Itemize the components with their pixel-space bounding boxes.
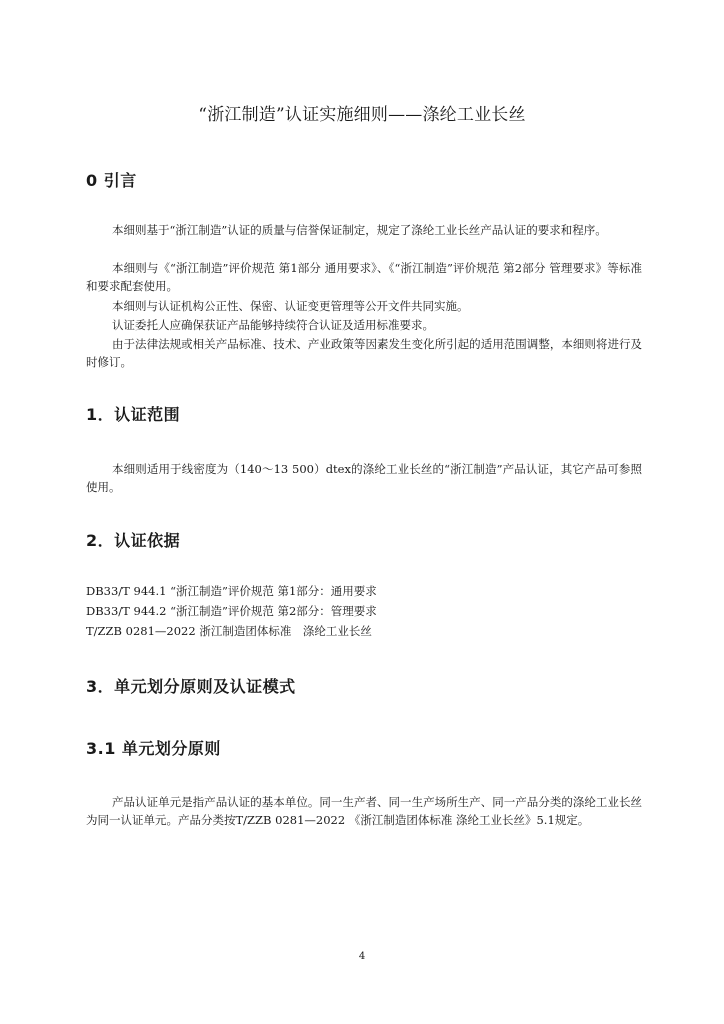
basis-reference-1: DB33/T 944.1 “浙江制造”评价规范 第1部分：通用要求 [86, 584, 377, 598]
intro-paragraph-5: 由于法律法规或相关产品标准、技术、产业政策等因素发生变化所引起的适用范围调整，本细则将进行及时修订。 [86, 337, 642, 369]
scope-paragraph-1: 本细则适用于线密度为（140～13 500）dtex的涤纶工业长丝的“浙江制造”产品认证，其它产品可参照使用。 [86, 462, 642, 494]
section-heading-unit-principle: 3.1 单元划分原则 [86, 739, 221, 758]
intro-paragraph-3: 本细则与认证机构公正性、保密、认证变更管理等公开文件共同实施。 [112, 299, 469, 313]
section-heading-intro: 0 引言 [86, 171, 137, 190]
intro-paragraph-1: 本细则基于“浙江制造”认证的质量与信誉保证制定，规定了涤纶工业长丝产品认证的要求和程序。 [112, 223, 607, 237]
section-heading-basis: 2．认证依据 [86, 531, 181, 550]
basis-reference-3: T/ZZB 0281—2022 浙江制造团体标准 涤纶工业长丝 [86, 624, 372, 638]
unit-principle-paragraph-1: 产品认证单元是指产品认证的基本单位。同一生产者、同一生产场所生产、同一产品分类的涤纶工业长丝为同一认证单元。产品分类按T/ZZB 0281—2022 《浙江制造团体标准 涤纶工业长丝》5.1规定。 [86, 795, 642, 827]
page-number: 4 [358, 951, 366, 962]
intro-paragraph-2: 本细则与《“浙江制造”评价规范 第1部分 通用要求》、《“浙江制造”评价规范 第2部分 管理要求》等标准和要求配套使用。 [86, 261, 642, 293]
document-title: “浙江制造”认证实施细则——涤纶工业长丝 [198, 105, 526, 125]
basis-reference-2: DB33/T 944.2 “浙江制造”评价规范 第2部分：管理要求 [86, 604, 377, 618]
section-heading-scope: 1．认证范围 [86, 405, 181, 424]
section-heading-unit-mode: 3．单元划分原则及认证模式 [86, 677, 296, 696]
intro-paragraph-4: 认证委托人应确保获证产品能够持续符合认证及适用标准要求。 [112, 318, 434, 332]
